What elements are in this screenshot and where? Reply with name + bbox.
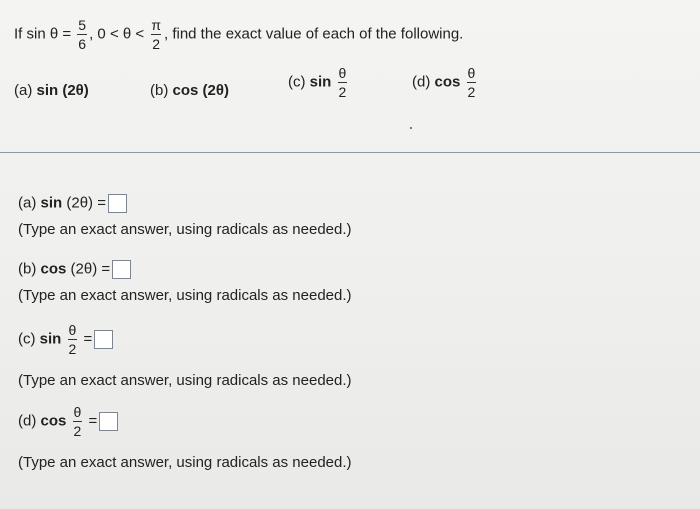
- fraction-denominator: 2: [68, 341, 77, 357]
- fraction-denominator: 2: [73, 423, 82, 439]
- fraction-pi-over-2: [150, 18, 162, 51]
- answer-d-hint: (Type an exact answer, using radicals as needed.): [18, 454, 352, 471]
- problem-statement: [14, 18, 463, 51]
- stray-dot: [410, 127, 412, 129]
- problem-middle: , 0 < θ <: [89, 25, 149, 43]
- part-a: [14, 82, 89, 99]
- answer-d-input[interactable]: [99, 412, 118, 431]
- fraction-numerator: θ: [73, 404, 82, 420]
- fraction-theta-over-2: [68, 323, 78, 356]
- answer-d-func: cos: [40, 412, 71, 430]
- answer-b-line: [18, 260, 131, 279]
- answer-b-func: cos: [40, 260, 67, 278]
- fraction-denominator: 2: [338, 84, 347, 100]
- part-b: [150, 82, 229, 99]
- part-d-func: cos: [434, 73, 465, 91]
- fraction-5-over-6: [77, 18, 87, 51]
- answer-b-label: (b): [18, 260, 41, 278]
- part-a-func: sin (2θ): [36, 82, 89, 99]
- answer-a-arg: (2θ) =: [62, 194, 106, 212]
- answer-c-eq: =: [79, 330, 93, 348]
- fraction-numerator: θ: [68, 322, 77, 338]
- section-divider: [0, 152, 700, 153]
- answer-c-func: sin: [39, 330, 66, 348]
- fraction-theta-over-2: [467, 66, 477, 99]
- answer-b-arg: (2θ) =: [66, 260, 111, 278]
- answer-c-hint: (Type an exact answer, using radicals as needed.): [18, 372, 352, 389]
- fraction-theta-over-2: [73, 405, 83, 438]
- fraction-denominator: 6: [78, 36, 87, 52]
- answer-c-label: (c): [18, 330, 40, 348]
- part-c: [288, 66, 349, 99]
- part-c-func: sin: [309, 73, 336, 91]
- fraction-denominator: 2: [467, 84, 476, 100]
- part-b-func: cos (2θ): [172, 82, 229, 99]
- answer-d-label: (d): [18, 412, 41, 430]
- part-a-label: (a): [14, 82, 37, 99]
- fraction-denominator: 2: [152, 36, 161, 52]
- answer-b-hint: (Type an exact answer, using radicals as needed.): [18, 287, 352, 304]
- fraction-numerator: θ: [338, 65, 347, 81]
- fraction-theta-over-2: [338, 66, 348, 99]
- fraction-numerator: π: [151, 17, 161, 33]
- part-b-label: (b): [150, 82, 173, 99]
- part-c-label: (c): [288, 73, 310, 91]
- answer-a-hint: (Type an exact answer, using radicals as needed.): [18, 221, 352, 238]
- answer-a-input[interactable]: [108, 194, 127, 213]
- answer-a-func: sin: [40, 194, 63, 212]
- problem-suffix: , find the exact value of each of the following.: [163, 25, 464, 43]
- answer-b-input[interactable]: [112, 260, 131, 279]
- answer-d-line: [18, 405, 118, 438]
- part-d-label: (d): [412, 73, 435, 91]
- part-d: [412, 66, 478, 99]
- answer-d-eq: =: [84, 412, 98, 430]
- answer-c-input[interactable]: [94, 330, 113, 349]
- answer-a-line: [18, 194, 127, 213]
- answer-c-line: [18, 323, 113, 356]
- fraction-numerator: θ: [467, 65, 476, 81]
- problem-prefix: If sin θ =: [14, 25, 76, 43]
- fraction-numerator: 5: [78, 17, 87, 33]
- answer-a-label: (a): [18, 194, 41, 212]
